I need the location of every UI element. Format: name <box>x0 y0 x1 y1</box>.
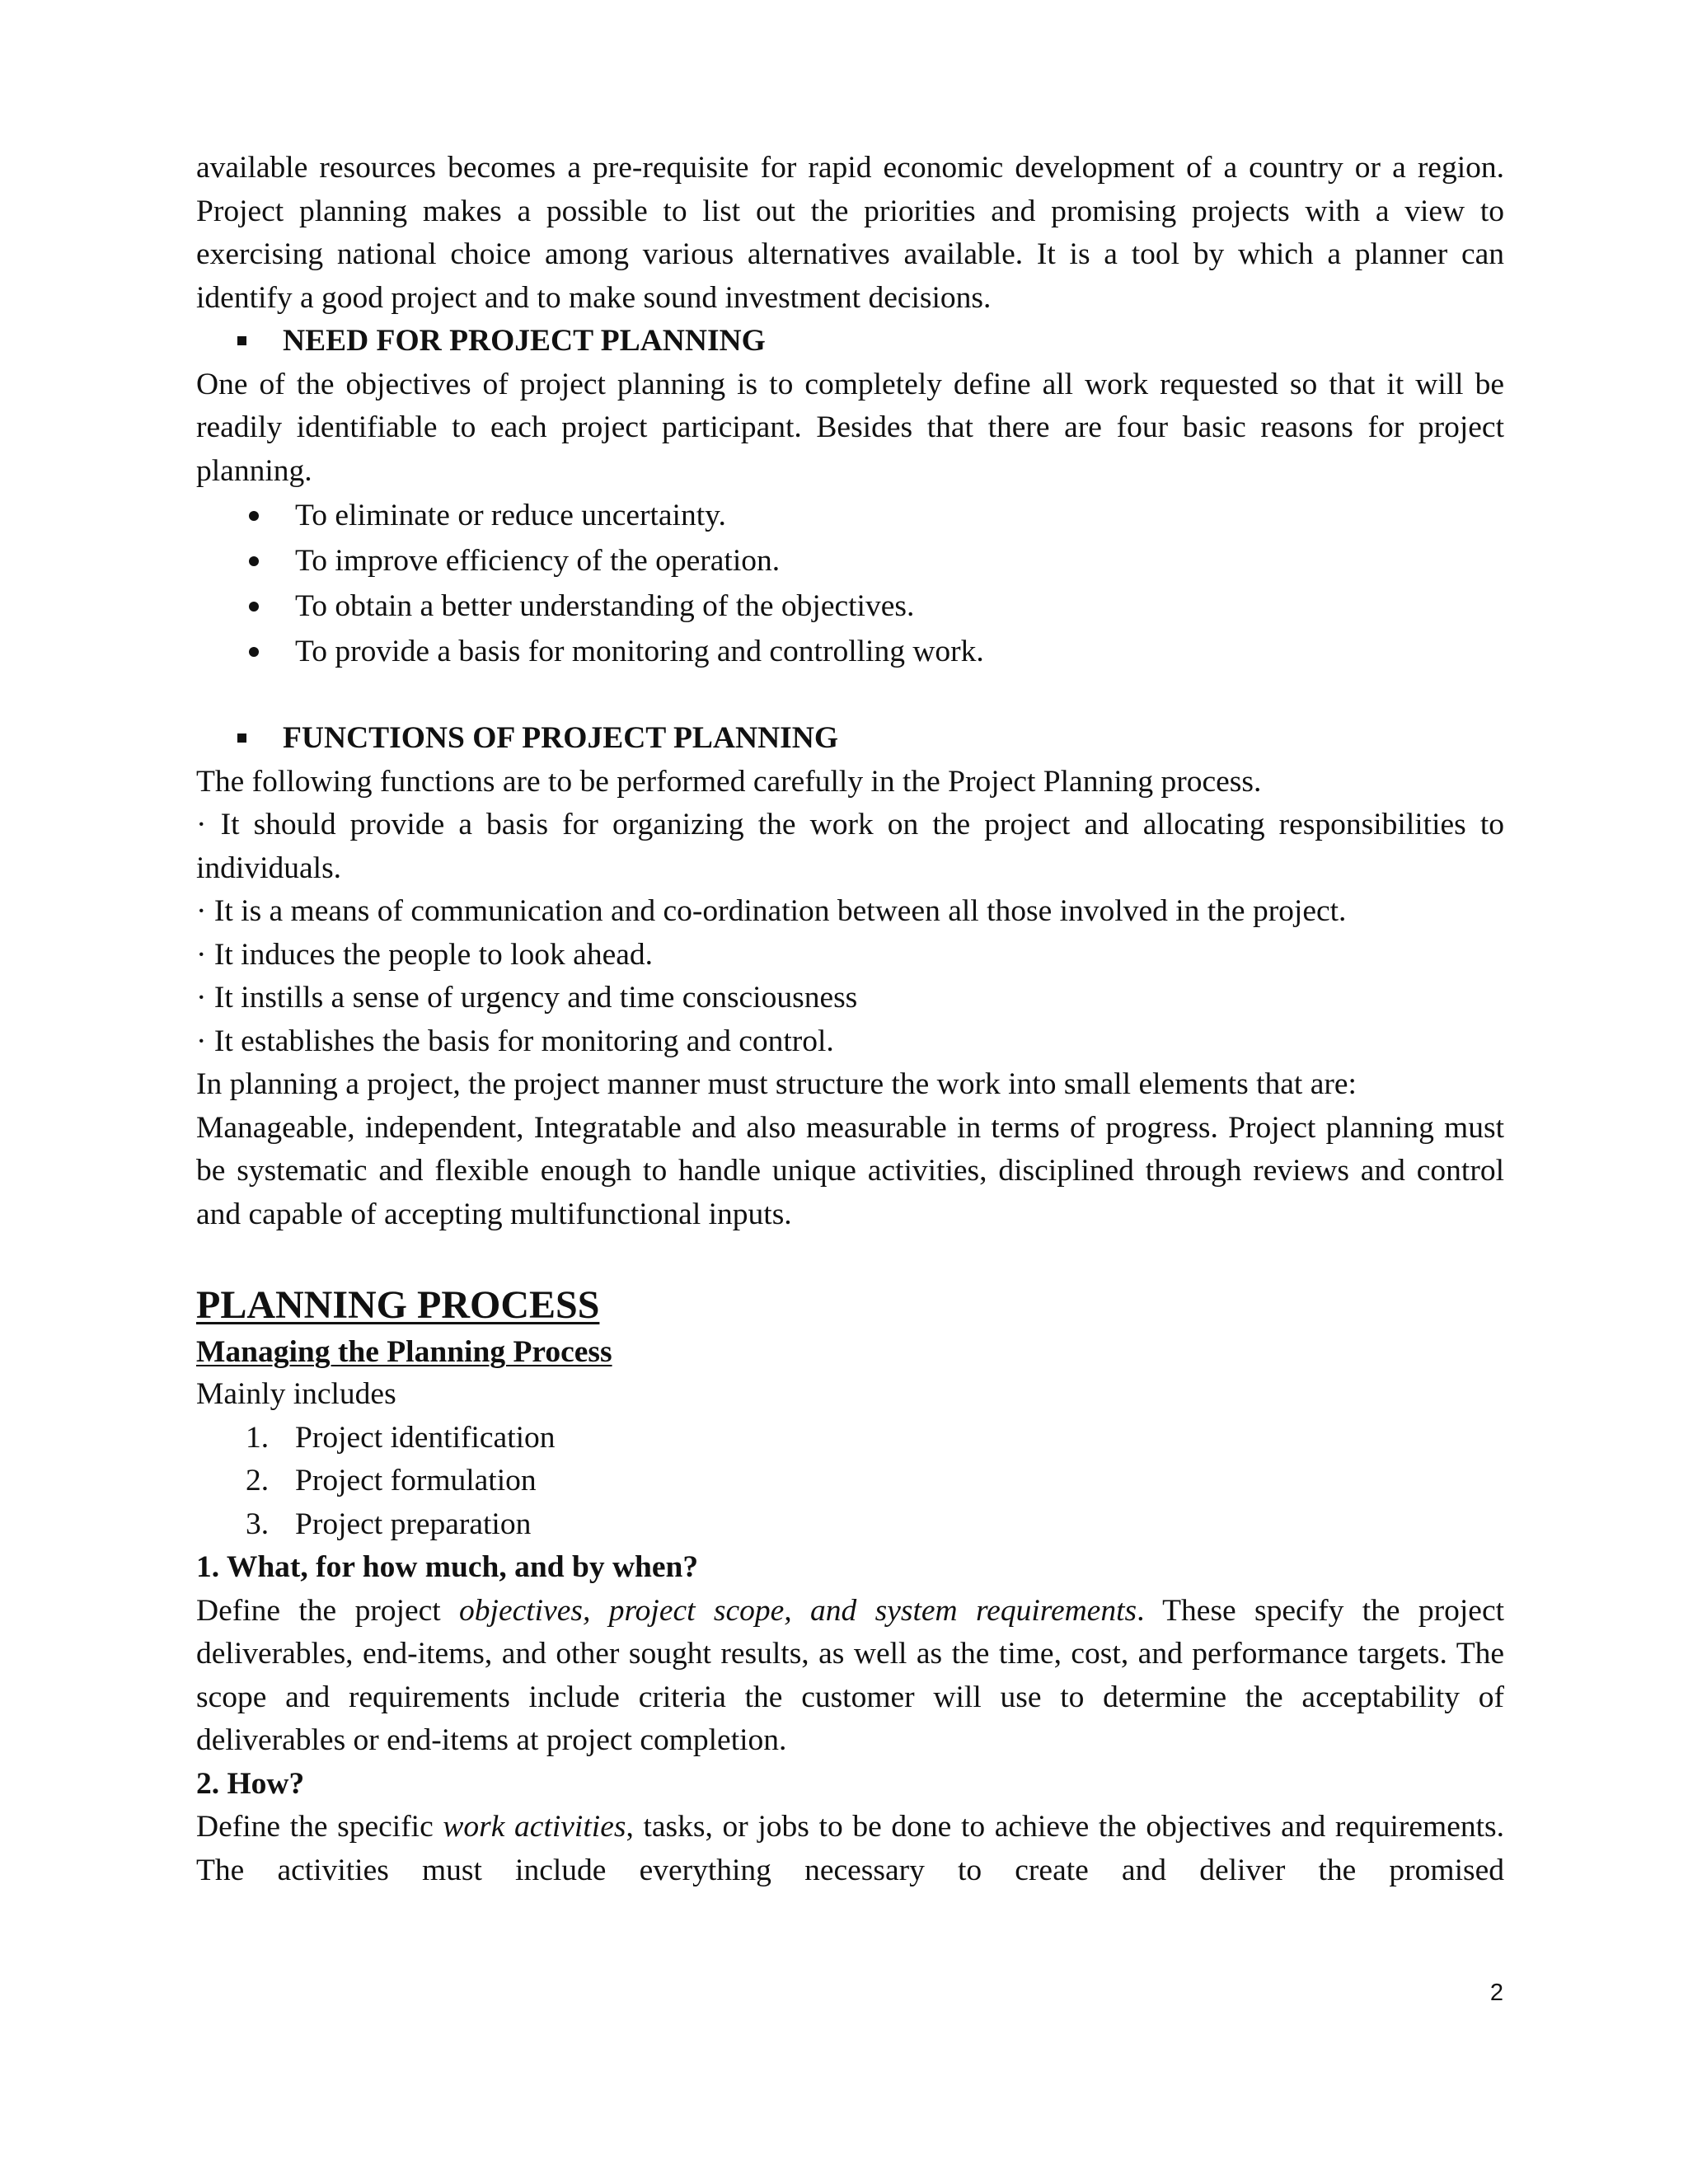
square-bullet-icon <box>237 336 246 345</box>
step-number: 3. <box>246 1507 270 1541</box>
function-item: · It instills a sense of urgency and time consciousness <box>196 981 858 1015</box>
functions-closing-line: In planning a project, the project manner must structure the work into small elements that are: <box>196 1067 1357 1101</box>
list-item <box>196 1503 1504 1547</box>
function-item: · It induces the people to look ahead. <box>196 937 653 972</box>
step-number: 1. <box>246 1420 270 1455</box>
functions-heading-text: FUNCTIONS OF PROJECT PLANNING <box>283 721 839 755</box>
page-content <box>196 147 1504 1892</box>
intro-paragraph: available resources becomes a pre-requisite for rapid economic development of a country or a region. Project planning makes a possible to list out the priorities and promising projects with a view to exercising national choice among various alternatives available. It is a tool by which a planner can identify a good project and to make sound investment decisions. <box>196 151 1504 315</box>
need-heading-text: NEED FOR PROJECT PLANNING <box>283 324 766 358</box>
planning-process-subtitle: Managing the Planning Process <box>196 1335 612 1369</box>
list-item: To improve efficiency of the operation. <box>196 538 1504 583</box>
bullet-icon <box>249 647 259 657</box>
function-item: · It establishes the basis for monitoring and control. <box>196 1024 834 1058</box>
need-paragraph: One of the objectives of project planning is to completely define all work requested so that it will be readily identifiable to each project participant. Besides that there are four basic reasons for project planning. <box>196 367 1504 488</box>
planning-process-intro: Mainly includes <box>196 1377 396 1411</box>
list-item <box>196 1417 1504 1460</box>
need-heading <box>196 320 1504 363</box>
function-item: · It should provide a basis for organizing the work on the project and allocating responsibilities to individuals. <box>196 808 1504 885</box>
functions-intro: The following functions are to be performed carefully in the Project Planning process. <box>196 764 1262 799</box>
function-item: · It is a means of communication and co-ordination between all those involved in the project. <box>196 894 1347 928</box>
bullet-icon <box>249 556 259 566</box>
planning-process-title: PLANNING PROCESS <box>196 1283 600 1327</box>
functions-heading <box>196 717 1504 761</box>
list-item <box>196 1460 1504 1503</box>
list-item: To obtain a better understanding of the objectives. <box>196 583 1504 629</box>
functions-closing-paragraph: Manageable, independent, Integratable and also measurable in terms of progress. Project planning must be systematic and flexible enough to handle unique activities, disciplined through reviews and control and capable of accepting multifunctional inputs. <box>196 1110 1504 1231</box>
spacer <box>196 1236 1504 1279</box>
need-bullet-list <box>196 493 1504 674</box>
step-label: Project preparation <box>295 1507 532 1541</box>
planning-steps-list <box>196 1417 1504 1547</box>
step-label: Project formulation <box>295 1464 537 1497</box>
page-number: 2 <box>1489 1980 1503 2006</box>
step-label: Project identification <box>295 1420 556 1455</box>
question-1-paragraph: Define the project objectives, project scope, and system requirements. These specify the project deliverables, end-items, and other sought results, as well as the time, cost, and performance targets. The scope and requirements include criteria the customer will use to determine the acceptability of deliverables or end-items at project completion. <box>196 1593 1505 1757</box>
question-2-paragraph: Define the specific work activities, tasks, or jobs to be done to achieve the objectives and requirements. The activities must include everything necessary to create and deliver the promised <box>196 1810 1504 1887</box>
list-item: To eliminate or reduce uncertainty. <box>196 493 1504 538</box>
step-number: 2. <box>246 1464 270 1497</box>
spacer <box>196 674 1504 717</box>
bullet-icon <box>249 511 259 521</box>
square-bullet-icon <box>237 733 246 743</box>
question-2-heading: 2. How? <box>196 1766 305 1801</box>
question-1-heading: 1. What, for how much, and by when? <box>196 1550 699 1584</box>
list-item: To provide a basis for monitoring and controlling work. <box>196 629 1504 674</box>
bullet-icon <box>249 602 259 612</box>
